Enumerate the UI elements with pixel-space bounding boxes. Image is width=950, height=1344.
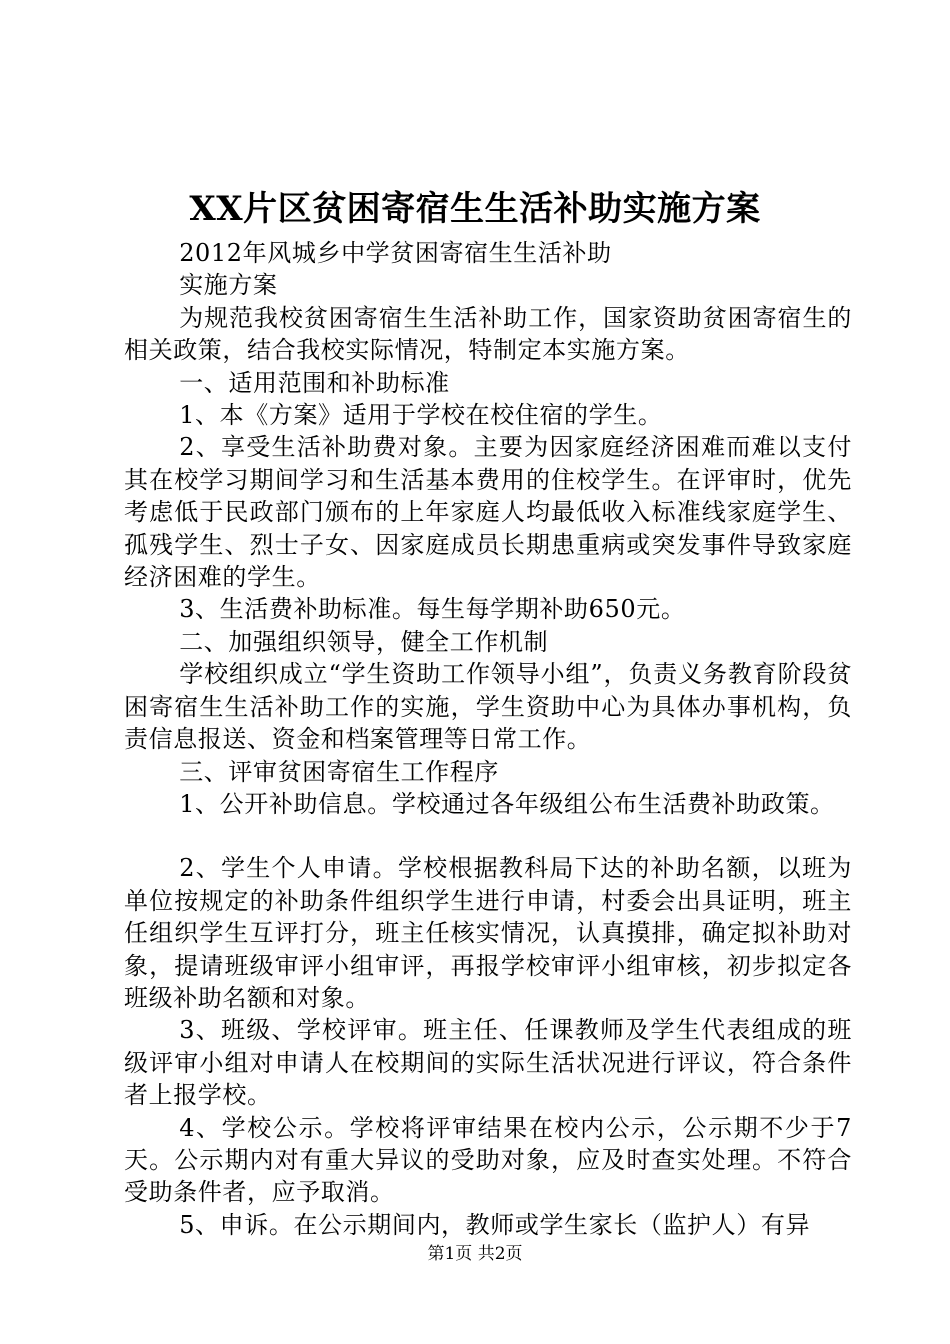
paragraph: 2、学生个人申请。学校根据教科局下达的补助名额，以班为单位按规定的补助条件组织学生进行申请，村委会出具证明，班主任组织学生互评打分，班主任核实情况，认真摸排，确定拟补助对象，提请班级审评小组审评，再报学校审评小组审核，初步拟定各班级补助名额和对象。: [124, 854, 852, 1012]
paragraph: 4、学校公示。学校将评审结果在校内公示，公示期不少于7天。公示期内对有重大异议的受助对象，应及时查实处理。不符合受助条件者，应予取消。: [124, 1113, 852, 1207]
section-heading: 二、加强组织领导，健全工作机制: [179, 627, 549, 656]
paragraph: 为规范我校贫困寄宿生生活补助工作，国家资助贫困寄宿生的相关政策，结合我校实际情况，特制定本实施方案。: [124, 303, 852, 365]
page-number-footer: 第1页 共2页: [427, 1244, 523, 1264]
document-body: [124, 237, 852, 1241]
paragraph: 2012年风城乡中学贫困寄宿生生活补助: [179, 239, 612, 267]
document-title: XX片区贫困寄宿生生活补助实施方案: [189, 189, 761, 229]
paragraph: 3、生活费补助标准。每生每学期补助650元。: [179, 595, 686, 624]
section-heading: 一、适用范围和补助标准: [179, 368, 450, 397]
paragraph: 实施方案: [179, 271, 278, 300]
paragraph: 3、班级、学校评审。班主任、任课教师及学生代表组成的班级评审小组对申请人在校期间的实际生活状况进行评议，符合条件者上报学校。: [124, 1016, 852, 1110]
section-heading: 三、评审贫困寄宿生工作程序: [179, 757, 499, 786]
paragraph: 1、本《方案》适用于学校在校住宿的学生。: [179, 401, 663, 430]
paragraph: 2、享受生活补助费对象。主要为因家庭经济困难而难以支付其在校学习期间学习和生活基本费用的住校学生。在评审时，优先考虑低于民政部门颁布的上年家庭人均最低收入标准线家庭学生、孤残学生、烈士子女、因家庭成员长期患重病或突发事件导致家庭经济困难的学生。: [124, 433, 852, 592]
paragraph: 5、申诉。在公示期间内，教师或学生家长（监护人）有异: [179, 1210, 811, 1239]
paragraph: 1、公开补助信息。学校通过各年级组公布生活费补助政策。: [179, 789, 835, 818]
paragraph: 学校组织成立“学生资助工作领导小组”，负责义务教育阶段贫困寄宿生生活补助工作的实施，学生资助中心为具体办事机构，负责信息报送、资金和档案管理等日常工作。: [124, 660, 852, 754]
